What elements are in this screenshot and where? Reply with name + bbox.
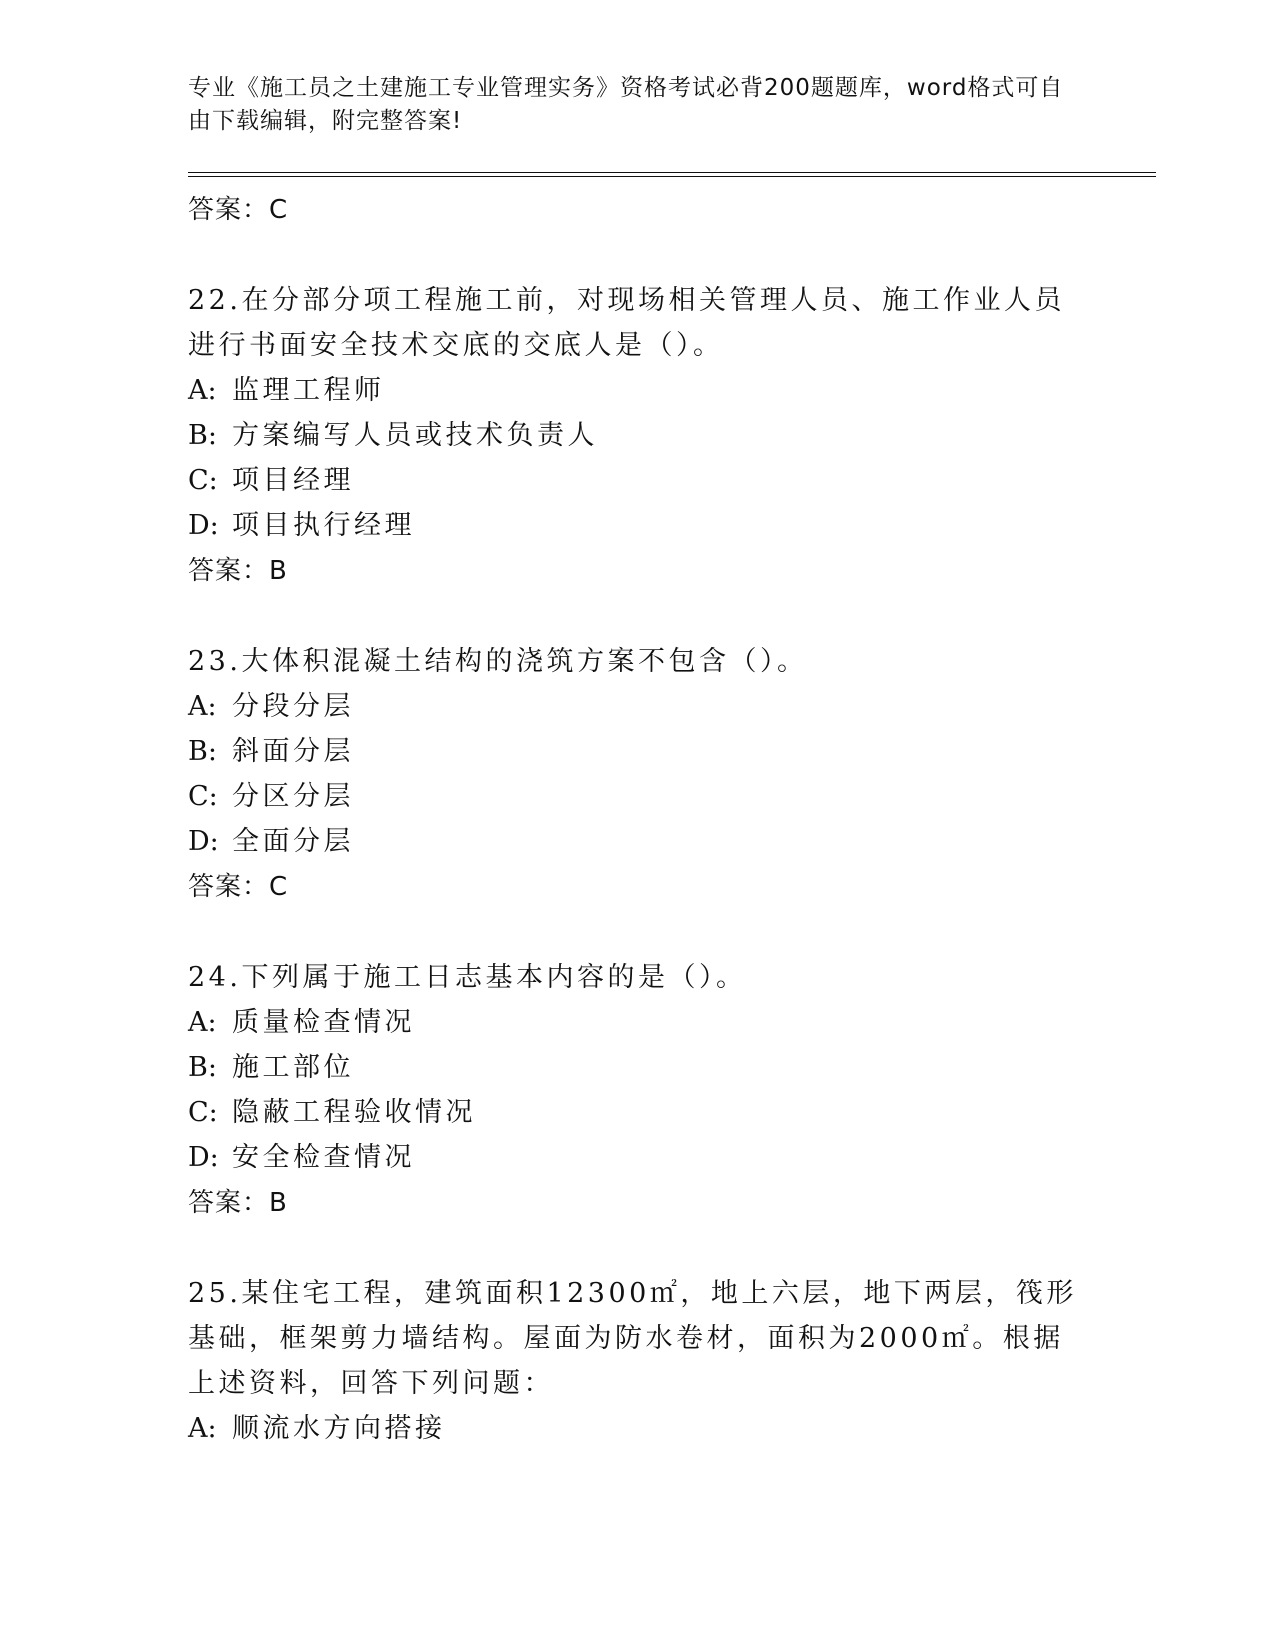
question-gap xyxy=(188,910,1088,955)
option-b xyxy=(188,1045,1088,1090)
option-a xyxy=(188,368,1088,413)
option-letter: A: xyxy=(188,1007,217,1038)
option-d xyxy=(188,819,1088,864)
option-letter: A: xyxy=(188,375,217,406)
answer-line: 答案：C xyxy=(188,195,289,225)
option-text: 项目执行经理 xyxy=(232,510,415,541)
answer-line: 答案：B xyxy=(188,1188,288,1218)
question-stem: 22.在分部分项工程施工前，对现场相关管理人员、施工作业人员进行书面安全技术交底的交底人是（）。 xyxy=(188,285,1065,361)
option-text: 分区分层 xyxy=(232,781,354,812)
header-divider-bottom xyxy=(188,176,1156,177)
option-letter: C: xyxy=(188,1097,218,1128)
question-block xyxy=(188,955,1088,1226)
question-stem: 24.下列属于施工日志基本内容的是（）。 xyxy=(188,962,747,993)
option-b xyxy=(188,413,1088,458)
question-stem: 23.大体积混凝土结构的浇筑方案不包含（）。 xyxy=(188,646,808,677)
option-b xyxy=(188,729,1088,774)
option-text: 施工部位 xyxy=(232,1052,354,1083)
question-stem: 25.某住宅工程，建筑面积12300㎡，地上六层，地下两层，筏形基础，框架剪力墙结构。屋面为防水卷材，面积为2000㎡。根据上述资料，回答下列问题： xyxy=(188,1278,1077,1399)
option-letter: A: xyxy=(188,691,217,722)
option-letter: A: xyxy=(188,1413,217,1444)
option-text: 斜面分层 xyxy=(232,736,354,767)
question-list xyxy=(188,187,1088,1451)
option-a xyxy=(188,1000,1088,1045)
option-letter: B: xyxy=(188,736,217,767)
option-c xyxy=(188,1090,1088,1135)
option-letter: B: xyxy=(188,420,217,451)
option-d xyxy=(188,1135,1088,1180)
option-text: 项目经理 xyxy=(232,465,354,496)
document-header xyxy=(188,72,1068,138)
option-letter: D: xyxy=(188,826,219,857)
option-letter: C: xyxy=(188,781,218,812)
option-text: 隐蔽工程验收情况 xyxy=(232,1097,476,1128)
answer-line: 答案：B xyxy=(188,556,288,586)
question-block xyxy=(188,639,1088,910)
option-text: 监理工程师 xyxy=(232,375,385,406)
option-letter: D: xyxy=(188,1142,219,1173)
option-text: 安全检查情况 xyxy=(232,1142,415,1173)
option-text: 分段分层 xyxy=(232,691,354,722)
question-gap xyxy=(188,1226,1088,1271)
option-c xyxy=(188,458,1088,503)
answer-line: 答案：C xyxy=(188,872,289,902)
option-letter: B: xyxy=(188,1052,217,1083)
option-text: 方案编写人员或技术负责人 xyxy=(232,420,598,451)
header-divider-top xyxy=(188,172,1156,173)
option-text: 质量检查情况 xyxy=(232,1007,415,1038)
question-gap xyxy=(188,233,1088,278)
option-text: 全面分层 xyxy=(232,826,354,857)
option-a xyxy=(188,1406,1088,1451)
header-text: 专业《施工员之土建施工专业管理实务》资格考试必背200题题库，word格式可自由下载编辑，附完整答案! xyxy=(188,75,1064,134)
option-letter: C: xyxy=(188,465,218,496)
option-a xyxy=(188,684,1088,729)
option-c xyxy=(188,774,1088,819)
question-block xyxy=(188,278,1088,594)
option-letter: D: xyxy=(188,510,219,541)
option-d xyxy=(188,503,1088,548)
question-block xyxy=(188,1271,1088,1451)
question-gap xyxy=(188,594,1088,639)
option-text: 顺流水方向搭接 xyxy=(232,1413,446,1444)
